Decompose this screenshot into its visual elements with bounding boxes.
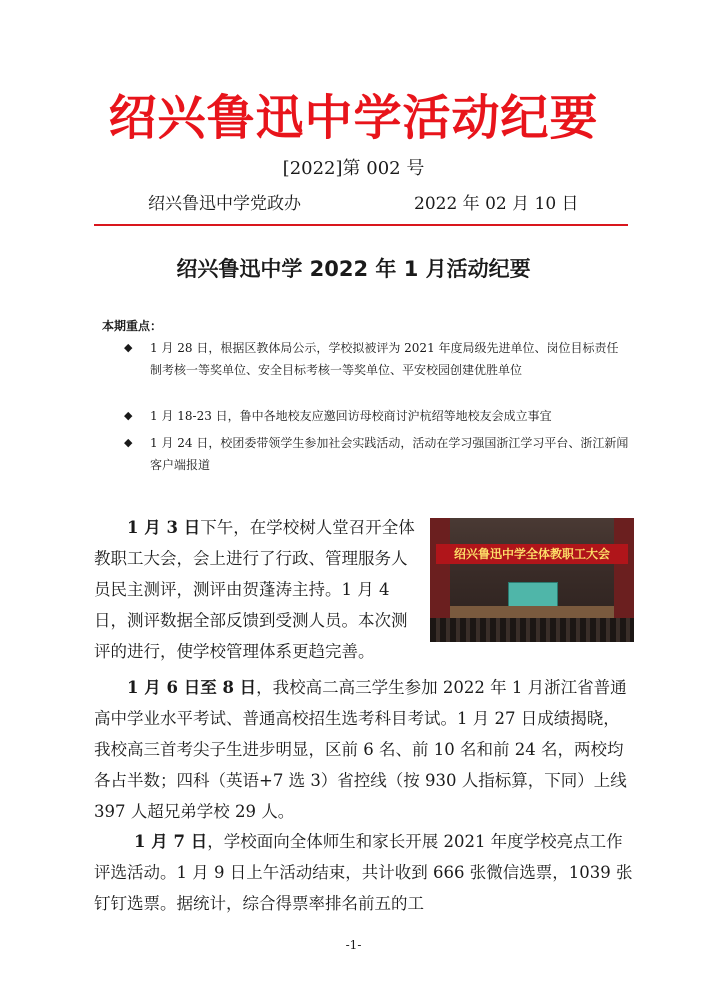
photo-screen: [508, 582, 558, 608]
diamond-bullet-icon: ◆: [124, 341, 133, 354]
highlight-item: [124, 432, 629, 476]
paragraph-lead: 1 月 7 日: [134, 832, 208, 851]
photo-curtain-right: [614, 518, 634, 618]
photo-audience: [430, 618, 634, 642]
diamond-bullet-icon: ◆: [124, 436, 133, 449]
paragraph-text: ，我校高二高三学生参加 2022 年 1 月浙江省普通高中学业水平考试、普通高校招生选考科目考试。1 月 27 日成绩揭晓，我校高三首考尖子生进步明显，区前 6 名、前 10 名和前 24 名，两校均各占半数；四科（英语+7 选 3）省控线（按 930 人指标算，下同）上线 397 人超兄弟学校 29 人。: [94, 678, 627, 821]
paragraph-lead: 1 月 6 日至 8 日: [127, 678, 257, 697]
issue-date: 2022 年 02 月 10 日: [414, 194, 579, 214]
photo-curtain-left: [430, 518, 450, 618]
paragraph: [94, 826, 634, 919]
highlight-text: 1 月 24 日，校团委带领学生参加社会实践活动，活动在学习强国浙江学习平台、浙江新闻客户端报道: [150, 436, 629, 472]
paragraph: [94, 512, 634, 667]
red-divider: [94, 224, 628, 226]
document-number: [2022]第 002 号: [282, 158, 425, 179]
photo-banner: 绍兴鲁迅中学全体教职工大会: [436, 544, 628, 564]
paragraph: [94, 672, 634, 827]
issuer: 绍兴鲁迅中学党政办: [148, 194, 301, 214]
meeting-photo: [430, 518, 634, 642]
masthead-title: 绍兴鲁迅中学活动纪要: [108, 90, 599, 146]
diamond-bullet-icon: ◆: [124, 409, 133, 422]
paragraph-lead: 1 月 3 日: [127, 518, 201, 537]
paragraph-text: ，学校面向全体师生和家长开展 2021 年度学校亮点工作评选活动。1 月 9 日上午活动结束，共计收到 666 张微信选票，1039 张钉钉选票。据统计，综合得票率排名前五的工: [94, 832, 633, 913]
highlight-item: [124, 337, 629, 381]
highlights-label: 本期重点：: [102, 319, 163, 333]
page-number: -1-: [345, 938, 362, 952]
highlight-text: 1 月 18-23 日，鲁中各地校友应邀回访母校商讨沪杭绍等地校友会成立事宜: [150, 409, 552, 423]
article-title: 绍兴鲁迅中学 2022 年 1 月活动纪要: [176, 257, 531, 281]
paragraph-text: 下午，在学校树人堂召开全体教职工大会，会上进行了行政、管理服务人员民主测评，测评由贺蓬涛主持。1 月 4 日，测评数据全部反馈到受测人员。本次测评的进行，使学校管理体系更趋完善。: [94, 518, 415, 661]
highlight-item: [124, 405, 629, 427]
photo-stage: [450, 606, 614, 618]
highlight-text: 1 月 28 日，根据区教体局公示，学校拟被评为 2021 年度局级先进单位、岗位目标责任制考核一等奖单位、安全目标考核一等奖单位、平安校园创建优胜单位: [150, 341, 619, 377]
